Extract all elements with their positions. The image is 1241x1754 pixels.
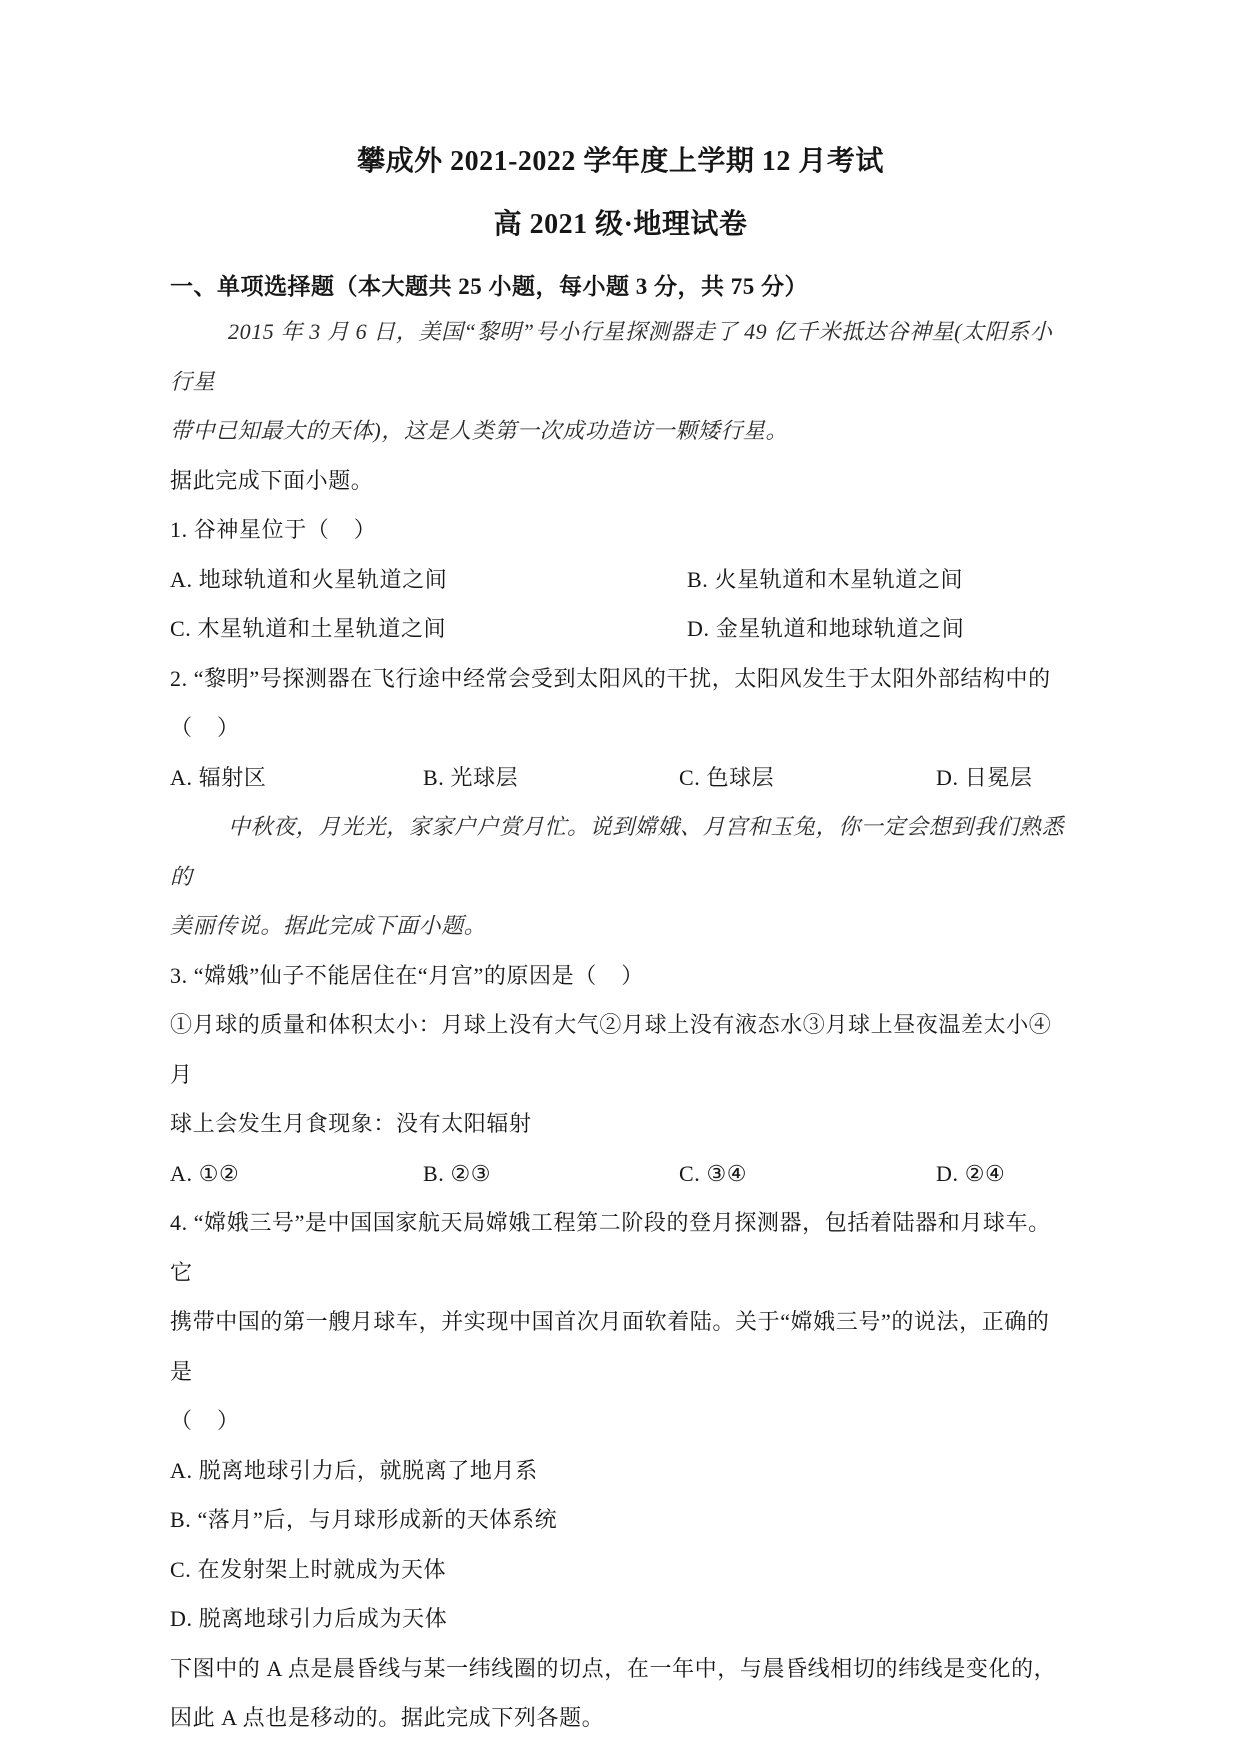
question-4-option-d: D. 脱离地球引力后成为天体 [170, 1606, 448, 1631]
question-4-stem-line-2: 携带中国的第一艘月球车，并实现中国首次月面软着陆。关于“嫦娥三号”的说法，正确的是 [170, 1309, 1050, 1384]
question-3-option-b: B. ②③ [423, 1160, 492, 1186]
passage-moon-line-2: 美丽传说。据此完成下面小题。 [170, 913, 487, 938]
question-4-option-a: A. 脱离地球引力后，就脱离了地月系 [170, 1457, 538, 1483]
question-2-stem-line-2: （ ） [170, 715, 240, 740]
question-1-option-a: A. 地球轨道和火星轨道之间 [170, 566, 448, 592]
question-4-stem-line-3: （ ） [170, 1408, 240, 1433]
question-2-stem-line-1: 2. “黎明”号探测器在飞行途中经常会受到太阳风的干扰，太阳风发生于太阳外部结构中的 [170, 665, 1051, 691]
passage-terminator-line-2: 因此 A 点也是移动的。据此完成下列各题。 [170, 1705, 605, 1730]
exam-content [0, 142, 1241, 1743]
question-3-stem: 3. “嫦娥”仙子不能居住在“月宫”的原因是（ ） [170, 962, 644, 988]
question-3-body-line-2: 球上会发生月食现象：没有太阳辐射 [170, 1111, 532, 1136]
question-2-option-d: D. 日冕层 [936, 764, 1033, 790]
question-1-option-c: C. 木星轨道和土星轨道之间 [170, 616, 447, 641]
page-subtitle: 高 2021 级·地理试卷 [493, 209, 748, 240]
section-header: 一、单项选择题（本大题共 25 小题，每小题 3 分，共 75 分） [170, 274, 808, 299]
question-1-option-b: B. 火星轨道和木星轨道之间 [687, 566, 964, 592]
question-2-option-c: C. 色球层 [679, 764, 775, 790]
question-1-options [170, 555, 1071, 654]
question-1-stem: 1. 谷神星位于（ ） [170, 517, 377, 542]
question-4-option-b: B. “落月”后，与月球形成新的天体系统 [170, 1507, 558, 1532]
passage-ceres-line-1: 2015 年 3 月 6 日，美国“黎明”号小行星探测器走了 49 亿千米抵达谷神星(太阳系小行星 [170, 319, 1053, 394]
question-4-option-c: C. 在发射架上时就成为天体 [170, 1556, 447, 1582]
exam-body [170, 307, 1071, 1743]
page-title: 攀成外 2021-2022 学年度上学期 12 月考试 [357, 146, 884, 177]
question-3-body-line-1: ①月球的质量和体积太小：月球上没有大气②月球上没有液态水③月球上昼夜温差太小④月 [170, 1012, 1052, 1087]
passage-ceres-note: 据此完成下面小题。 [170, 467, 374, 493]
passage-ceres-line-2: 带中已知最大的天体)，这是人类第一次成功造访一颗矮行星。 [170, 418, 789, 443]
passage-moon-line-1: 中秋夜，月光光，家家户户赏月忙。说到嫦娥、月宫和玉兔，你一定会想到我们熟悉的 [170, 814, 1065, 889]
question-3-option-a: A. ①② [170, 1160, 240, 1186]
question-3-option-d: D. ②④ [936, 1160, 1006, 1186]
question-1-option-d: D. 金星轨道和地球轨道之间 [687, 616, 965, 641]
question-3-options [170, 1149, 1071, 1199]
question-4-stem-line-1: 4. “嫦娥三号”是中国国家航天局嫦娥工程第二阶段的登月探测器，包括着陆器和月球车。它 [170, 1210, 1051, 1285]
question-3-option-c: C. ③④ [679, 1160, 748, 1186]
question-2-option-b: B. 光球层 [423, 764, 519, 790]
question-2-options [170, 753, 1071, 803]
question-2-option-a: A. 辐射区 [170, 764, 267, 790]
passage-terminator-line-1: 下图中的 A 点是晨昏线与某一纬线圈的切点，在一年中，与晨昏线相切的纬线是变化的， [170, 1655, 1057, 1681]
